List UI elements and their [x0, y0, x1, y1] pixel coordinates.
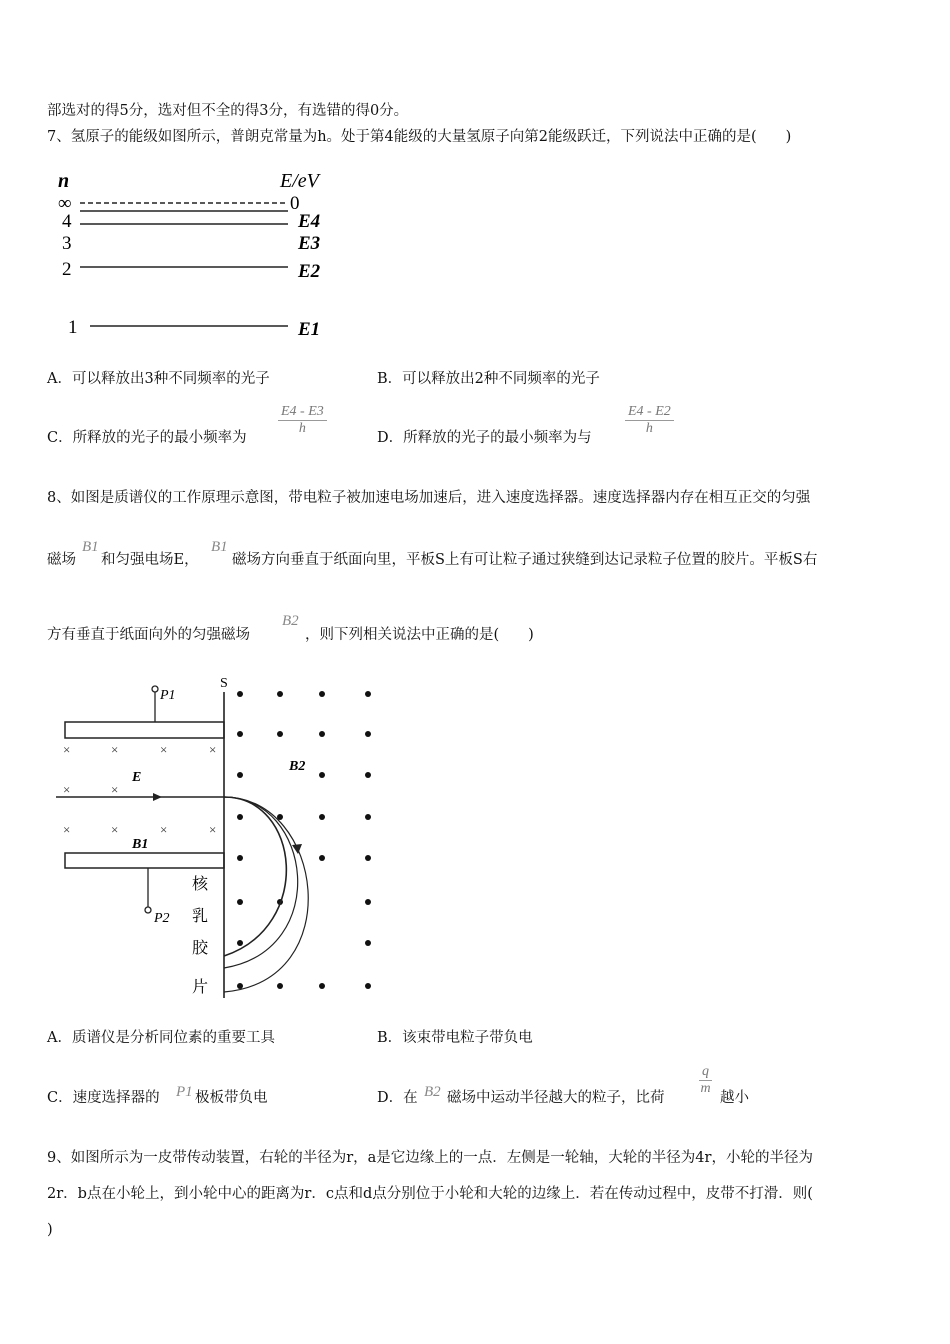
- film-label-3: 胶: [192, 940, 209, 957]
- trajectory-large: [224, 797, 308, 992]
- svg-text:×: ×: [63, 742, 71, 757]
- level-3-label: 3: [62, 233, 72, 254]
- b2-field-dots-icon: [237, 691, 371, 989]
- svg-text:×: ×: [160, 742, 168, 757]
- level-4-label: 4: [62, 211, 72, 232]
- q8-line-2-b: 和匀强电场E，: [101, 552, 199, 568]
- value-e3: E3: [298, 233, 321, 254]
- q7-d-fraction: [625, 404, 674, 437]
- terminal-p2-icon: [145, 907, 151, 913]
- svg-text:×: ×: [209, 822, 217, 837]
- q8-option-c-symbol-p1: P1: [176, 1084, 193, 1100]
- q8-d-fraction-numerator: q: [699, 1064, 712, 1081]
- q7-c-fraction: [278, 404, 327, 437]
- svg-text:×: ×: [111, 822, 119, 837]
- svg-text:×: ×: [63, 782, 71, 797]
- p1-label: P1: [160, 688, 176, 703]
- svg-text:×: ×: [111, 742, 119, 757]
- film-label-2: 乳: [192, 908, 209, 925]
- plate-s-label: S: [220, 676, 228, 691]
- q7-c-fraction-numerator: E4 - E3: [278, 404, 327, 421]
- q8-option-a[interactable]: A．质谱仪是分析同位素的重要工具: [47, 1030, 275, 1046]
- q7-option-b[interactable]: B．可以释放出2种不同频率的光子: [377, 371, 600, 387]
- p2-label: P2: [154, 911, 170, 926]
- svg-text:×: ×: [209, 742, 217, 757]
- svg-text:×: ×: [111, 782, 119, 797]
- q8-line-2-c: 磁场方向垂直于纸面向里，平板S上有可让粒子通过狭缝到达记录粒子位置的胶片。平板S右: [232, 552, 818, 568]
- e-axis-label: E/eV: [280, 170, 319, 192]
- q8-d-fraction-denominator: m: [700, 1081, 711, 1096]
- q8-symbol-b2: B2: [282, 613, 299, 629]
- q8-option-d-symbol-b2: B2: [424, 1084, 441, 1100]
- q7-option-c[interactable]: C．所释放的光子的最小频率为: [47, 430, 247, 446]
- mass-spectrometer-diagram: [52, 670, 392, 1002]
- beam-arrow-icon: [153, 793, 162, 801]
- svg-text:×: ×: [63, 822, 71, 837]
- q7-d-fraction-denominator: h: [645, 421, 653, 436]
- q9-line-3: ): [47, 1222, 53, 1238]
- q8-option-d-part-1[interactable]: D．在: [377, 1090, 418, 1106]
- value-e2: E2: [298, 261, 321, 282]
- q8-d-fraction: [699, 1064, 712, 1097]
- level-2-label: 2: [62, 259, 72, 280]
- film-label-1: 核: [192, 876, 209, 893]
- b1-field-crosses-icon: [63, 742, 216, 837]
- q8-option-d-part-3[interactable]: 越小: [720, 1090, 749, 1106]
- q7-option-d[interactable]: D．所释放的光子的最小频率为与: [377, 430, 592, 446]
- value-zero: 0: [290, 193, 300, 214]
- q8-line-2-a: 磁场: [47, 552, 76, 568]
- q8-symbol-b1: B1: [82, 539, 99, 555]
- q9-line-2: 2r．b点在小轮上，到小轮中心的距离为r．c点和d点分别位于小轮和大轮的边缘上．若在传动过程中，皮带不打滑．则(: [47, 1186, 813, 1202]
- level-infinity-label: ∞: [58, 193, 72, 214]
- upper-plate-p1: [65, 722, 224, 738]
- q7-d-fraction-numerator: E4 - E2: [625, 404, 674, 421]
- q7-option-a[interactable]: A．可以释放出3种不同频率的光子: [47, 371, 270, 387]
- q7-stem: 7、氢原子的能级如图所示，普朗克常量为h。处于第4能级的大量氢原子向第2能级跃迁，下列说法中正确的是( ): [47, 129, 792, 145]
- q8-option-d-part-2[interactable]: 磁场中运动半径越大的粒子，比荷: [447, 1090, 665, 1106]
- q8-option-c-part-1[interactable]: C．速度选择器的: [47, 1090, 160, 1106]
- svg-text:×: ×: [160, 822, 168, 837]
- n-label: n: [58, 170, 70, 192]
- q8-option-c-part-2[interactable]: 极板带负电: [195, 1090, 268, 1106]
- q8-line-3-b: ，则下列相关说法中正确的是( ): [305, 627, 534, 643]
- value-e1: E1: [298, 319, 321, 340]
- q8-line-3-a: 方有垂直于纸面向外的匀强磁场: [47, 627, 250, 643]
- q9-line-1: 9、如图所示为一皮带传动装置，右轮的半径为r，a是它边缘上的一点．左侧是一轮轴，大轮的半径为4r，小轮的半径为: [47, 1150, 813, 1166]
- e-label: E: [132, 770, 142, 785]
- intro-text: 部选对的得5分，选对但不全的得3分，有选错的得0分。: [47, 103, 409, 119]
- q8-option-b[interactable]: B．该束带电粒子带负电: [377, 1030, 533, 1046]
- value-e4: E4: [298, 211, 321, 232]
- q7-c-fraction-denominator: h: [298, 421, 306, 436]
- b1-label: B1: [132, 837, 149, 852]
- lower-plate-p2: [65, 853, 224, 868]
- level-1-label: 1: [68, 317, 78, 338]
- q8-line-1: 8、如图是质谱仪的工作原理示意图，带电粒子被加速电场加速后，进入速度选择器。速度选择器内存在相互正交的匀强: [47, 490, 811, 506]
- trajectory-small: [224, 797, 286, 956]
- q8-symbol-b1-second: B1: [211, 539, 228, 555]
- energy-level-diagram: [52, 165, 352, 350]
- b2-label: B2: [289, 759, 306, 774]
- trajectory-medium: [224, 797, 298, 968]
- terminal-p1-icon: [152, 686, 158, 692]
- film-label-4: 片: [192, 979, 209, 996]
